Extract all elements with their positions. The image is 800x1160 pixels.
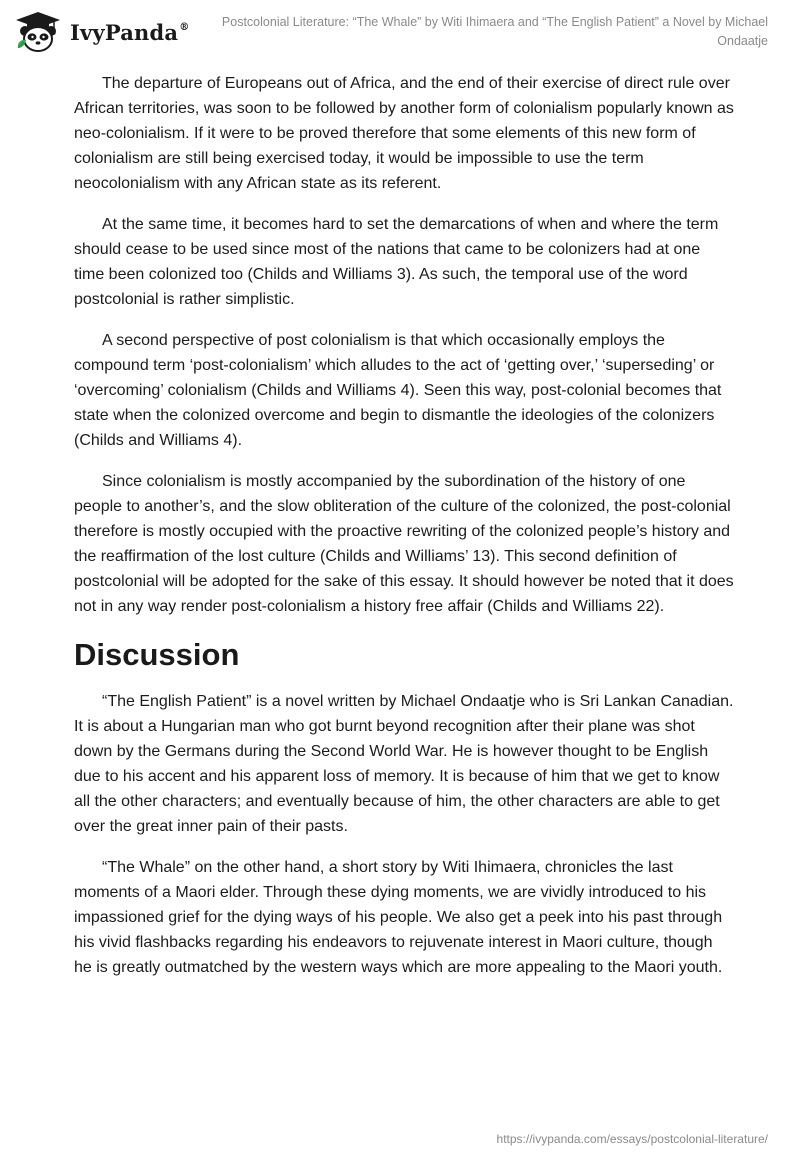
source-url[interactable]: https://ivypanda.com/essays/postcolonial-literature/ xyxy=(496,1132,768,1146)
discussion-heading: Discussion xyxy=(74,637,240,672)
body-paragraph: A second perspective of post colonialism is that which occasionally employs the compound term ‘post-colonialism’ which alludes to the act of ‘getting over,’ ‘superseding’ or ‘overcoming’ colonialism (Childs and Williams 4). Seen this way, post-colonial becomes that state when the colonized overcome and begin to dismantle the ideologies of the colonizers (Childs and Williams 4). xyxy=(74,332,722,449)
ivypanda-logo[interactable] xyxy=(14,10,189,54)
essay-content xyxy=(74,71,734,996)
registered-mark: ® xyxy=(179,21,190,33)
panda-graduation-cap-icon xyxy=(14,10,62,54)
document-title: Postcolonial Literature: “The Whale” by Witi Ihimaera and “The English Patient” a Novel by Michael Ondaatje xyxy=(221,15,768,48)
body-paragraph: “The English Patient” is a novel written by Michael Ondaatje who is Sri Lankan Canadian. It is about a Hungarian man who got burnt beyond recognition after their plane was shot down by the Germans during the Second World War. He is however thought to be English due to his accent and his apparent loss of memory. It is because of him that we get to know all the other characters; and eventually because of him, the other characters are able to get over the great inner pain of their pasts. xyxy=(74,693,734,835)
page-header xyxy=(0,0,800,60)
body-paragraph: “The Whale” on the other hand, a short story by Witi Ihimaera, chronicles the last moments of a Maori elder. Through these dying moments, we are vividly introduced to his impassioned grief for the dying ways of his people. We also get a peek into his past through his vivid flashbacks regarding his endeavors to rejuvenate interest in Maori culture, though he is greatly outmatched by the western ways which are more appealing to the Maori youth. xyxy=(74,859,723,976)
body-paragraph: Since colonialism is mostly accompanied by the subordination of the history of one people to another’s, and the slow obliteration of the culture of the colonized, the post-colonial therefore is mostly occupied with the proactive rewriting of the colonized people’s history and the reaffirmation of the lost culture (Childs and Williams’ 13). This second definition of postcolonial will be adopted for the sake of this essay. It should however be noted that it does not in any way render post-colonialism a history free affair (Childs and Williams 22). xyxy=(74,473,734,615)
body-paragraph: The departure of Europeans out of Africa, and the end of their exercise of direct rule over African territories, was soon to be followed by another form of colonialism popularly known as neo-colonialism. If it were to be proved therefore that some elements of this new form of colonialism are still being exercised today, it would be impossible to use the term neocolonialism with any African state as its referent. xyxy=(74,75,734,192)
body-paragraph: At the same time, it becomes hard to set the demarcations of when and where the term should cease to be used since most of the nations that came to be colonizers had at one time been colonized too (Childs and Williams 3). As such, the temporal use of the word postcolonial is rather simplistic. xyxy=(74,216,719,308)
brand-name: IvyPanda® xyxy=(70,19,190,45)
